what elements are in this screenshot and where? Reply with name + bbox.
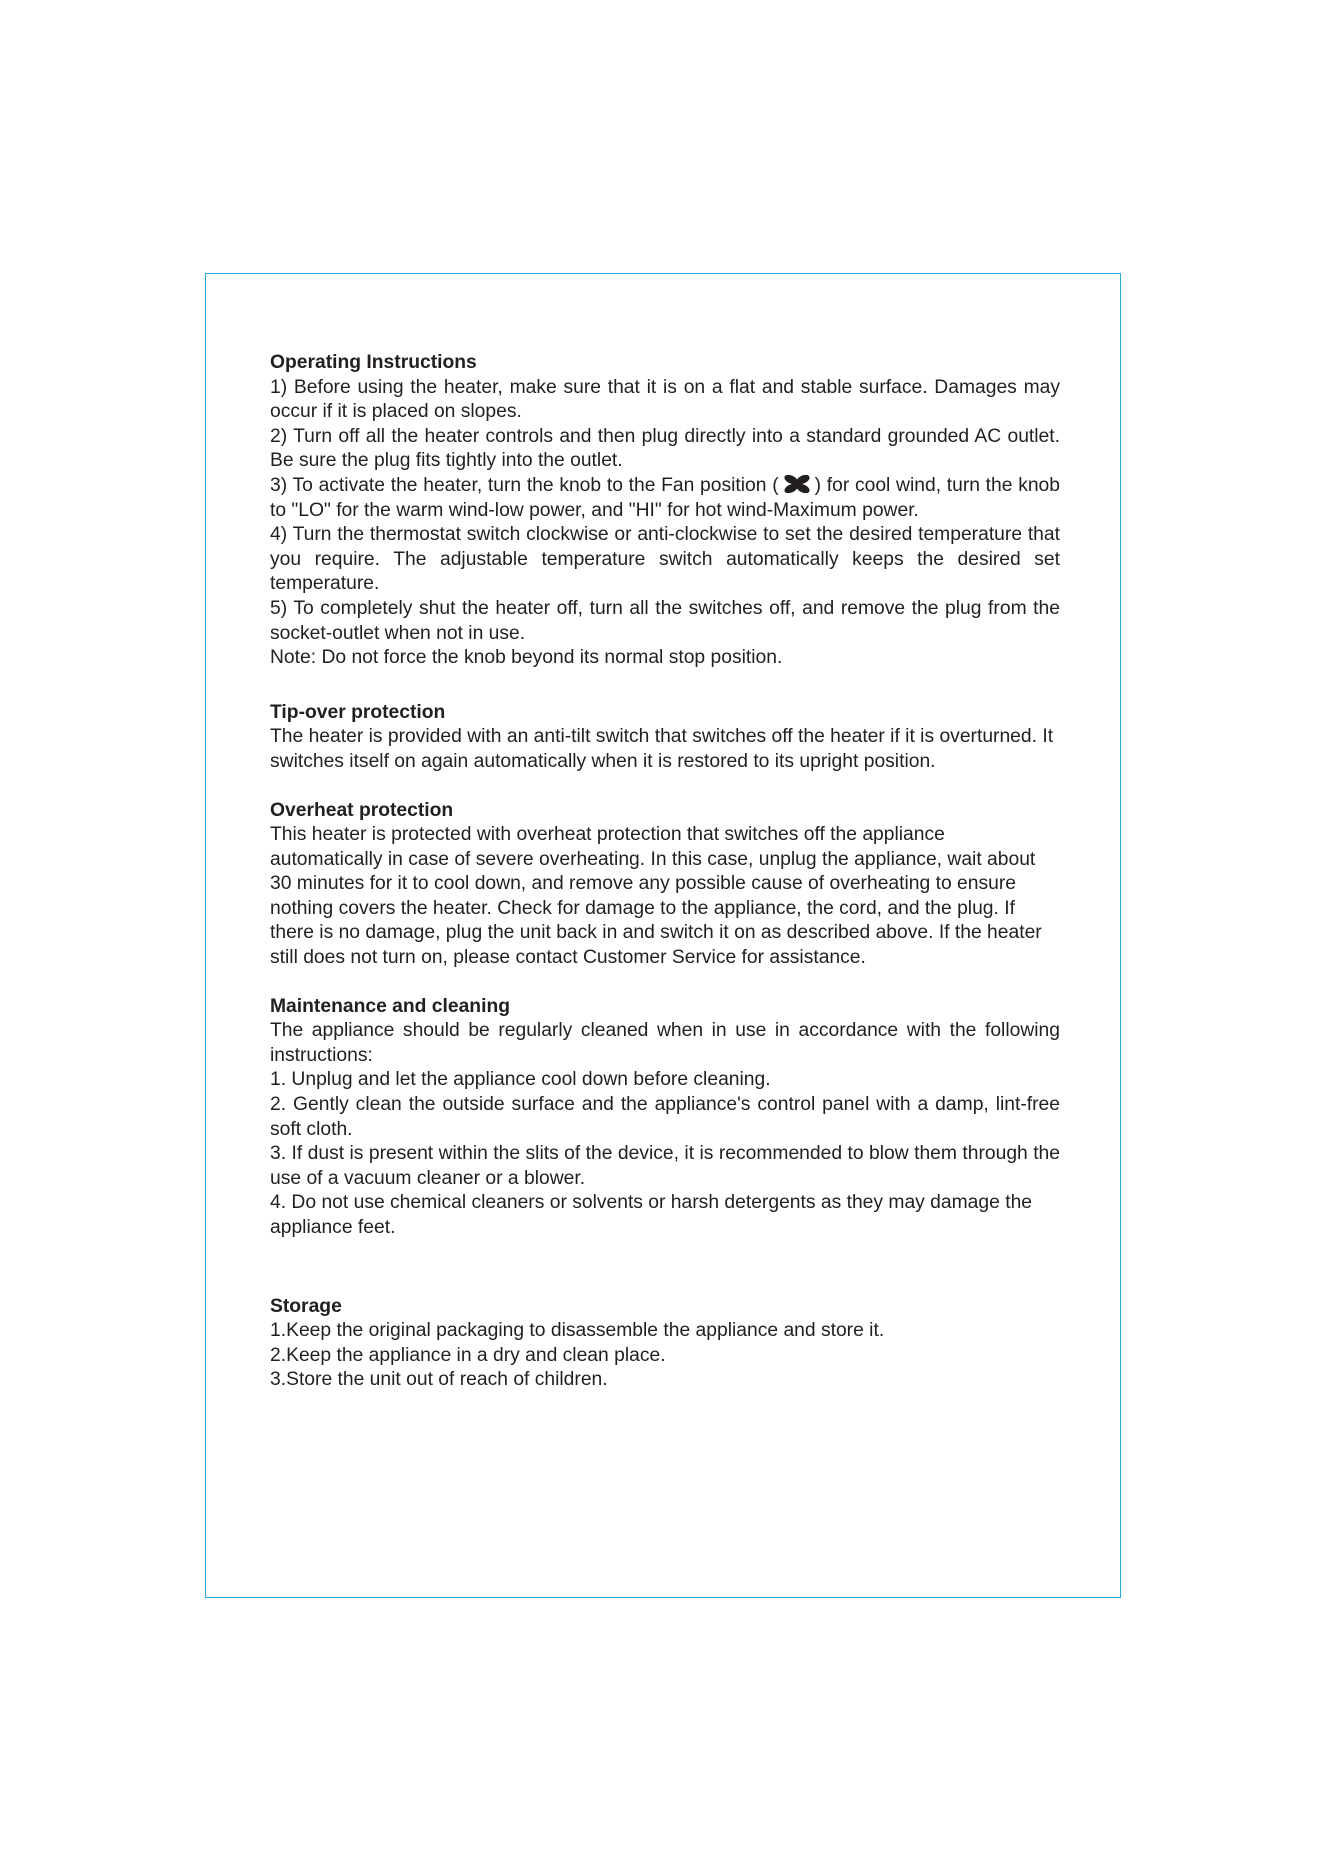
maintenance-item-2: 2. Gently clean the outside surface and the appliance's control panel with a damp, lint-free soft cloth. [270,1094,1060,1140]
instruction-2: 2) Turn off all the heater controls and then plug directly into a standard grounded AC outlet. Be sure the plug fits tightly into the outlet. [270,425,1060,472]
manual-content [270,351,1060,1393]
operating-note: Note: Do not force the knob beyond its normal stop position. [270,647,783,669]
tip-over-section [270,701,1060,775]
instruction-3-part-a: 3) To activate the heater, turn the knob to the Fan position ( [270,474,779,496]
maintenance-intro: The appliance should be regularly cleaned when in use in accordance with the following instructions: [270,1020,1060,1066]
maintenance-item-1: 1. Unplug and let the appliance cool down before cleaning. [270,1069,771,1091]
storage-item-3: 3.Store the unit out of reach of children. [270,1369,608,1391]
overheat-text: This heater is protected with overheat protection that switches off the appliance automatically in case of severe overheating. In this case, unplug the appliance, wait about 30 minutes for it to cool down, and remove any possible cause of overheating to ensure nothing covers the heater. Check for damage to the appliance, the cord, and the plug. If there is no damage, plug the unit back in and switch it on as described above. If the heater still does not turn on, please contact Customer Service for assistance. [270,824,1042,969]
maintenance-section [270,995,1060,1241]
tip-over-text: The heater is provided with an anti-tilt switch that switches off the heater if it is overturned. It switches itself on again automatically when it is restored to its upright position. [270,726,1054,772]
instruction-3-part-b: ) for cool wind, turn the knob to "LO" for the warm wind-low power, and "HI" for hot wind-Maximum power. [270,474,1060,521]
section-title: Tip-over protection [270,701,446,723]
storage-item-2: 2.Keep the appliance in a dry and clean place. [270,1344,666,1366]
section-title: Maintenance and cleaning [270,995,510,1017]
maintenance-item-3: 3. If dust is present within the slits of the device, it is recommended to blow them through the use of a vacuum cleaner or a blower. [270,1143,1060,1189]
section-title: Operating Instructions [270,352,477,373]
instruction-1: 1) Before using the heater, make sure that it is on a flat and stable surface. Damages may occur if it is placed on slopes. [270,376,1060,423]
fan-icon [782,474,812,494]
overheat-section [270,799,1060,971]
storage-section [270,1295,1060,1393]
instruction-4: 4) Turn the thermostat switch clockwise or anti-clockwise to set the desired temperature that you require. The adjustable temperature switch automatically keeps the desired set temperature. [270,524,1060,595]
section-title: Overheat protection [270,799,454,821]
instruction-3 [270,474,1060,523]
section-title: Storage [270,1295,342,1317]
storage-item-1: 1.Keep the original packaging to disassemble the appliance and store it. [270,1320,885,1342]
operating-instructions-section [270,351,1060,671]
maintenance-item-4: 4. Do not use chemical cleaners or solvents or harsh detergents as they may damage the appliance feet. [270,1192,1033,1238]
instruction-5: 5) To completely shut the heater off, turn all the switches off, and remove the plug from the socket-outlet when not in use. [270,597,1060,644]
